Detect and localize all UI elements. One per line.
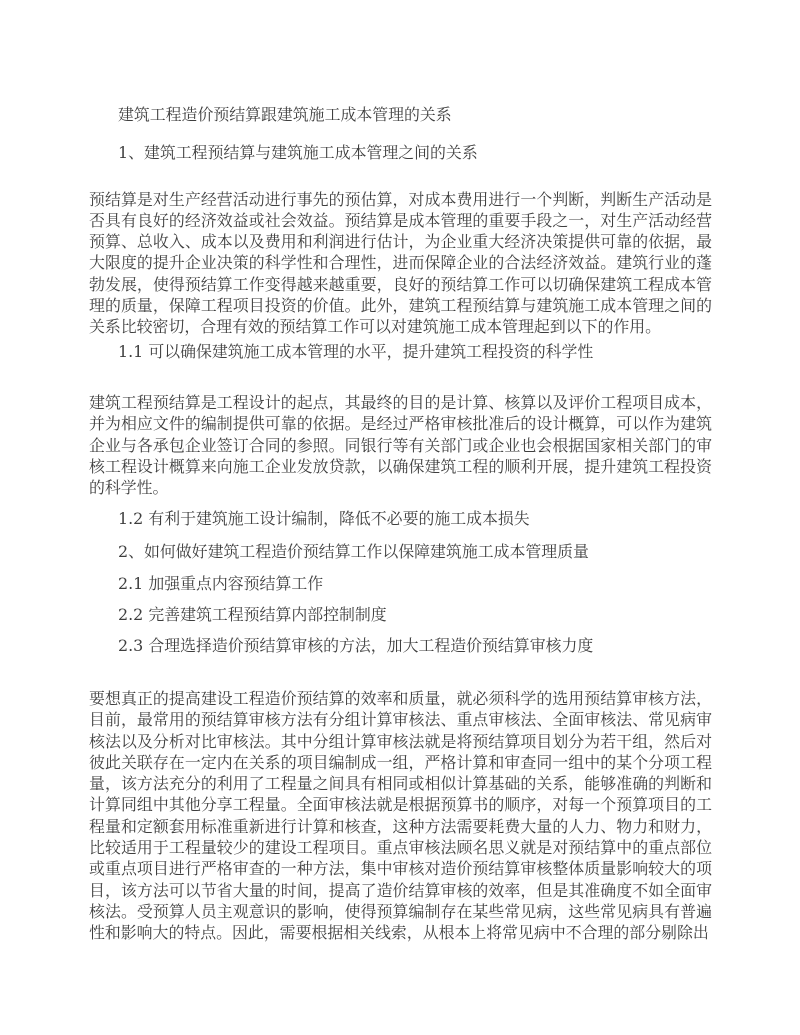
section-2-heading: 2、如何做好建筑工程造价预结算工作以保障建筑施工成本管理质量 xyxy=(118,541,589,561)
section-1-1-paragraph: 建筑工程预结算是工程设计的起点，其最终的目的是计算、核算以及评价工程项目成本，并为相应文件的编制提供可靠的依据。是经过严格审核批准后的设计概算，可以作为建筑企业与各承包企业签订合同的参照。同银行等有关部门或企业也会根据国家相关部门的审核工程设计概算来向施工企业发放贷款，以确保建筑工程的顺利开展，提升建筑工程投资的科学性。 xyxy=(89,392,712,498)
section-2-3-heading: 2.3 合理选择造价预结算审核的方法，加大工程造价预结算审核力度 xyxy=(118,635,594,655)
section-1-heading: 1、建筑工程预结算与建筑施工成本管理之间的关系 xyxy=(118,143,478,163)
section-2-2-heading: 2.2 完善建筑工程预结算内部控制制度 xyxy=(118,605,387,625)
section-2-3-paragraph: 要想真正的提高建设工程造价预结算的效率和质量，就必须科学的选用预结算审核方法，目前，最常用的预结算审核方法有分组计算审核法、重点审核法、全面审核法、常见病审核法以及分析对比审核法。其中分组计算审核法就是将预结算项目划分为若干组，然后对彼此关联存在一定内在关系的项目编制成一组，严格计算和审查同一组中的某个分项工程量，该方法充分的利用了工程量之间具有相同或相似计算基础的关系，能够准确的判断和计算同组中其他分享工程量。全面审核法就是根据预算书的顺序，对每一个预算项目的工程量和定额套用标准重新进行计算和核查，这种方法需要耗费大量的人力、物力和财力，比较适用于工程量较少的建设工程项目。重点审核法顾名思义就是对预结算中的重点部位或重点项目进行严格审查的一种方法，集中审核对造价预结算审核整体质量影响较大的项目，该方法可以节省大量的时间，提高了造价结算审核的效率，但是其准确度不如全面审核法。受预算人员主观意识的影响，使得预算编制存在某些常见病，这些常见病具有普遍性和影响大的特点。因此，需要根据相关线索，从根本上将常见病中不合理的部分剔除出 xyxy=(89,688,712,943)
document-title: 建筑工程造价预结算跟建筑施工成本管理的关系 xyxy=(118,105,452,124)
document-content xyxy=(89,0,712,944)
section-1-1-heading: 1.1 可以确保建筑施工成本管理的水平，提升建筑工程投资的科学性 xyxy=(118,341,594,361)
section-1-2-heading: 1.2 有利于建筑施工设计编制，降低不必要的施工成本损失 xyxy=(118,509,530,529)
section-1-intro-paragraph: 预结算是对生产经营活动进行事先的预估算，对成本费用进行一个判断，判断生产活动是否具有良好的经济效益或社会效益。预结算是成本管理的重要手段之一，对生产活动经营预算、总收入、成本以及费用和利润进行估计，为企业重大经济决策提供可靠的依据，最大限度的提升企业决策的科学性和合理性，进而保障企业的合法经济效益。建筑行业的蓬勃发展，使得预结算工作变得越来越重要，良好的预结算工作可以切确保建筑工程成本管理的质量，保障工程项目投资的价值。此外，建筑工程预结算与建筑施工成本管理之间的关系比较密切，合理有效的预结算工作可以对建筑施工成本管理起到以下的作用。 xyxy=(89,189,712,337)
section-2-1-heading: 2.1 加强重点内容预结算工作 xyxy=(118,574,324,594)
